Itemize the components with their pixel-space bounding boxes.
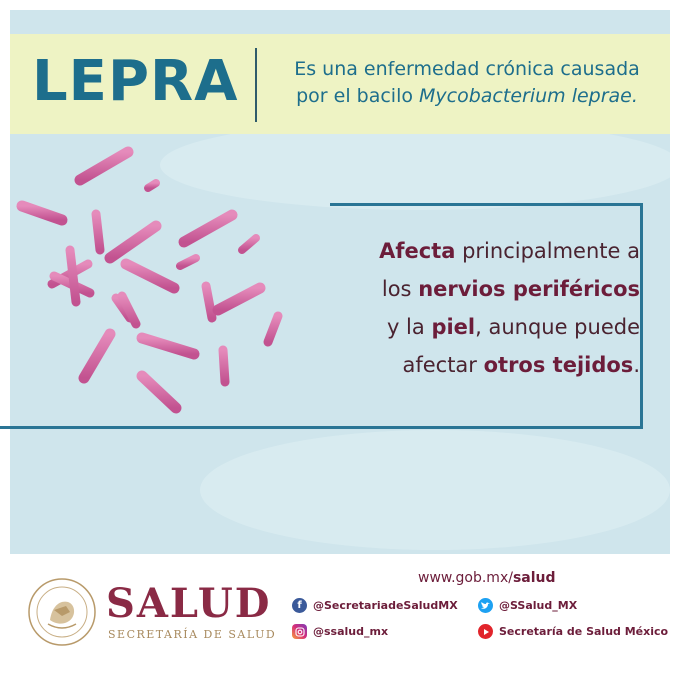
twitter-icon: [478, 598, 493, 613]
twitter-link[interactable]: [478, 598, 577, 613]
info-line-2: [340, 270, 640, 308]
bacillus-rod: [80, 152, 128, 180]
footer: [0, 556, 680, 675]
instagram-icon: [292, 624, 307, 639]
youtube-link[interactable]: [478, 624, 668, 639]
bacillus-rod: [84, 334, 110, 378]
main-panel: [10, 10, 670, 554]
frame-line-bottom: [0, 426, 643, 429]
bacillus-rod: [223, 350, 225, 382]
info-line-1: [340, 232, 640, 270]
info-emphasis: nervios periféricos: [418, 277, 640, 301]
info-emphasis: otros tejidos: [483, 353, 634, 377]
website-suffix: salud: [512, 570, 556, 586]
instagram-link[interactable]: [292, 624, 388, 639]
bacillus-rod: [148, 183, 156, 188]
coat-of-arms-seal: [26, 576, 98, 648]
bacillus-rod: [180, 258, 196, 266]
bacillus-rod: [70, 250, 76, 302]
facebook-handle: @SecretariadeSaludMX: [313, 599, 458, 612]
definition-line-1: Es una enfermedad crónica causada: [294, 58, 640, 80]
instagram-handle: @ssalud_mx: [313, 625, 389, 638]
bacillus-rod: [96, 214, 100, 250]
info-plain: principalmente a: [455, 239, 640, 263]
website-link[interactable]: [418, 570, 556, 586]
bacteria-illustration: [10, 10, 340, 554]
page-title: LEPRA: [32, 49, 239, 114]
facebook-icon: f: [292, 598, 307, 613]
bacillus-rod: [22, 206, 62, 220]
info-line-3: [340, 308, 640, 346]
info-plain: los: [381, 277, 419, 301]
info-plain: .: [633, 353, 640, 377]
info-text: [340, 232, 640, 384]
frame-line-top: [330, 203, 643, 206]
bacillus-rod: [142, 338, 194, 354]
website-prefix: www.gob.mx/: [418, 570, 513, 586]
bacillus-rod: [242, 238, 256, 250]
definition-line-2-prefix: por el bacilo: [296, 85, 420, 107]
info-plain: y la: [386, 315, 432, 339]
frame-line-vertical: [640, 203, 643, 429]
info-line-4: [340, 346, 640, 384]
info-plain: afectar: [402, 353, 484, 377]
bacillus-rod: [110, 226, 156, 258]
bacillus-rod: [126, 264, 174, 288]
facebook-link[interactable]: [292, 598, 458, 613]
bacillus-rod: [184, 215, 232, 242]
bacillus-rod: [206, 286, 212, 318]
info-emphasis: piel: [431, 315, 476, 339]
brand-subtitle: SECRETARÍA DE SALUD: [108, 628, 277, 641]
info-plain: , aunque puede: [475, 315, 640, 339]
brand-name: SALUD: [106, 580, 272, 627]
bacillus-rod: [268, 316, 278, 342]
youtube-icon: [478, 624, 493, 639]
youtube-channel: Secretaría de Salud México: [499, 625, 669, 638]
twitter-handle: @SSalud_MX: [499, 599, 578, 612]
bacillus-rod: [218, 288, 260, 310]
info-emphasis: Afecta: [379, 239, 456, 263]
bacillus-name: Mycobacterium leprae.: [419, 85, 638, 107]
bacillus-rod: [122, 296, 136, 324]
bacillus-rod: [142, 376, 176, 408]
